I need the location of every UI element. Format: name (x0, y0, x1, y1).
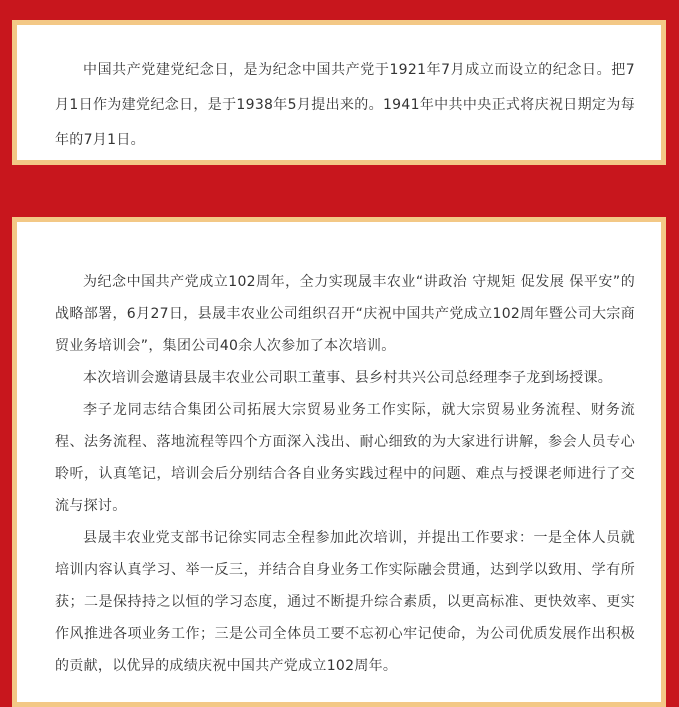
article-paragraph-2: 本次培训会邀请县晟丰农业公司职工董事、县乡村共兴公司总经理李子龙到场授课。 (83, 370, 613, 386)
intro-card (12, 20, 666, 165)
article-paragraph-3: 李子龙同志结合集团公司拓展大宗贸易业务工作实际，就大宗贸易业务流程、财务流程、法务流程、落地流程等四个方面深入浅出、耐心细致的为大家进行讲解，参会人员专心聆听，认真笔记，培训会后分别结合各自业务实践过程中的问题、难点与授课老师进行了交流与探讨。 (55, 402, 635, 514)
article-card (12, 217, 666, 707)
intro-paragraph: 中国共产党建党纪念日，是为纪念中国共产党于1921年7月成立而设立的纪念日。把7月1日作为建党纪念日，是于1938年5月提出来的。1941年中共中央正式将庆祝日期定为每年的7月1日。 (55, 62, 635, 148)
article-paragraph-1: 为纪念中国共产党成立102周年，全力实现晟丰农业“讲政治 守规矩 促发展 保平安”的战略部署，6月27日，县晟丰农业公司组织召开“庆祝中国共产党成立102周年暨公司大宗商贸业务培训会”，集团公司40余人次参加了本次培训。 (55, 274, 635, 354)
article-paragraph-4: 县晟丰农业党支部书记徐实同志全程参加此次培训，并提出工作要求：一是全体人员就培训内容认真学习、举一反三，并结合自身业务工作实际融会贯通，达到学以致用、学有所获；二是保持持之以恒的学习态度，通过不断提升综合素质，以更高标准、更快效率、更实作风推进各项业务工作；三是公司全体员工要不忘初心牢记使命，为公司优质发展作出积极的贡献，以优异的成绩庆祝中国共产党成立102周年。 (55, 530, 635, 674)
